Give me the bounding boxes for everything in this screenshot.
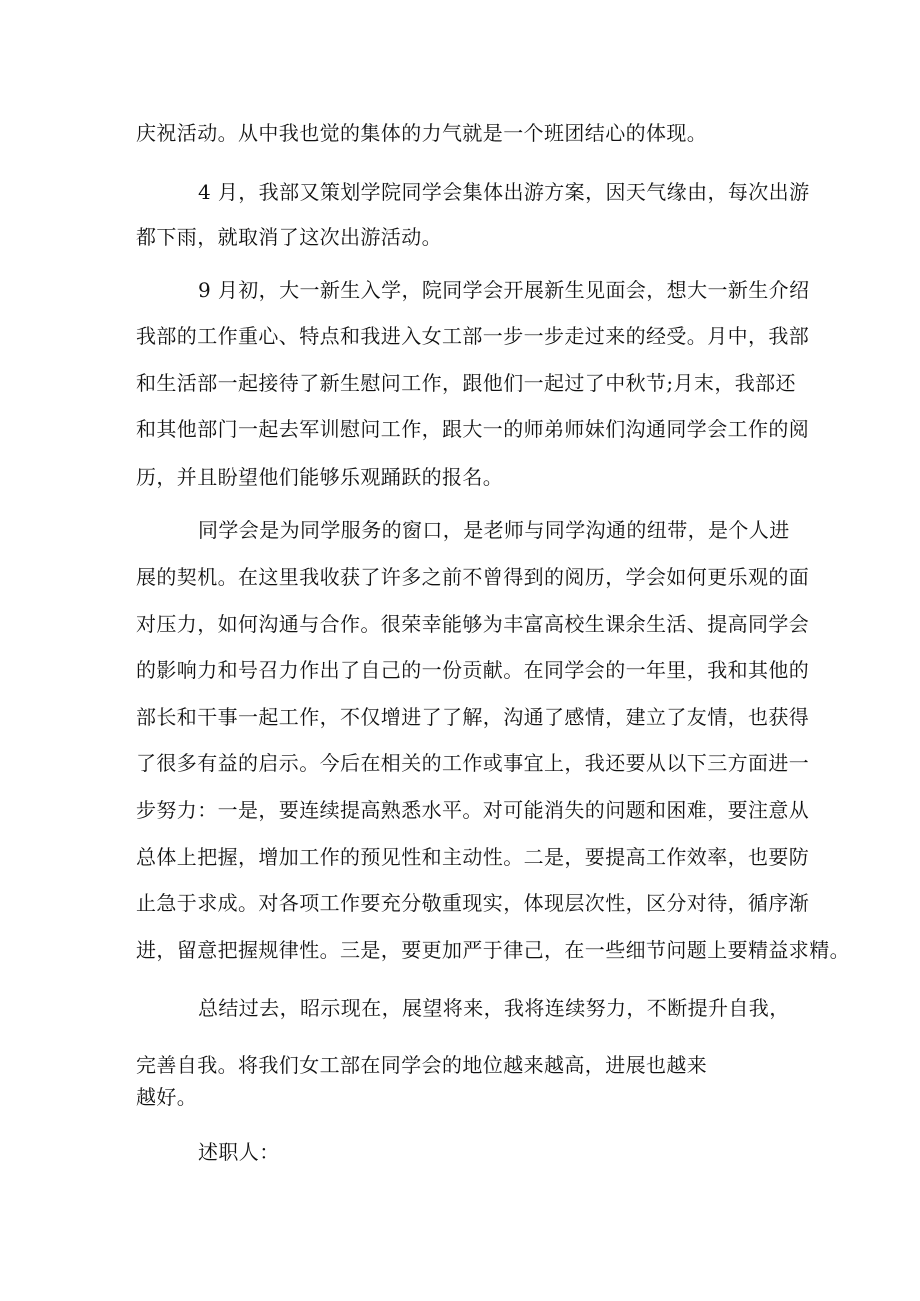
paragraph-line: 总结过去，昭示现在，展望将来，我将连续努力，不断提升自我，: [198, 996, 790, 1020]
signature-label: 述职人：: [198, 1140, 280, 1164]
paragraph-line: 历，并且盼望他们能够乐观踊跃的报名。: [136, 465, 504, 489]
paragraph-line: 都下雨，就取消了这次出游活动。: [136, 225, 442, 249]
paragraph-line: 同学会是为同学服务的窗口，是老师与同学沟通的纽带，是个人进: [198, 518, 790, 542]
paragraph-line: 对压力，如何沟通与合作。很荣幸能够为丰富高校生课余生活、提高同学会: [136, 612, 810, 636]
paragraph-line: 展的契机。在这里我收获了许多之前不曾得到的阅历，学会如何更乐观的面: [136, 565, 810, 589]
paragraph-line: 进，留意把握规律性。三是，要更加严于律己，在一些细节问题上要精益求精。: [136, 938, 850, 962]
paragraph-line: 步努力：一是，要连续提高熟悉水平。对可能消失的问题和困难，要注意从: [136, 798, 810, 822]
paragraph-line: 和其他部门一起去军训慰问工作，跟大一的师弟师妹们沟通同学会工作的阅: [136, 417, 810, 441]
paragraph-line: 止急于求成。对各项工作要充分敬重现实，体现层次性，区分对待，循序渐: [136, 891, 810, 915]
paragraph-line: 4 月，我部又策划学院同学会集体出游方案，因天气缘由，每次出游: [198, 180, 810, 204]
paragraph-line: 庆祝活动。从中我也觉的集体的力气就是一个班团结心的体现。: [136, 121, 708, 145]
paragraph-line: 部长和干事一起工作，不仅增进了了解，沟通了感情，建立了友情，也获得: [136, 705, 810, 729]
paragraph-line: 9 月初，大一新生入学，院同学会开展新生见面会，想大一新生介绍: [198, 278, 810, 302]
paragraph-line: 了很多有益的启示。今后在相关的工作或事宜上，我还要从以下三方面进一: [136, 751, 810, 775]
paragraph-line: 总体上把握，增加工作的预见性和主动性。二是，要提高工作效率，也要防: [136, 845, 810, 869]
paragraph-line: 我部的工作重心、特点和我进入女工部一步一步走过来的经受。月中，我部: [136, 324, 810, 348]
paragraph-line: 的影响力和号召力作出了自己的一份贡献。在同学会的一年里，我和其他的: [136, 658, 810, 682]
paragraph-line: 完善自我。将我们女工部在同学会的地位越来越高，进展也越来: [136, 1053, 708, 1077]
paragraph-line: 越好。: [136, 1085, 198, 1109]
paragraph-line: 和生活部一起接待了新生慰问工作，跟他们一起过了中秋节;月末，我部还: [136, 371, 796, 395]
